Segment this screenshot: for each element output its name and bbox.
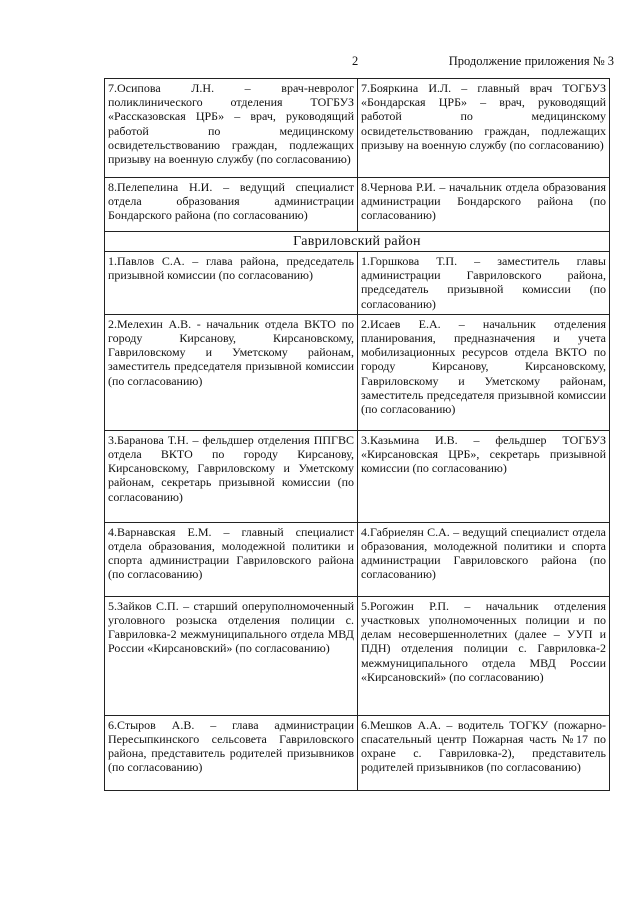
appendix-label: Продолжение приложения № 3 [448,54,614,68]
left-cell: 6.Стыров А.В. – глава администрации Пересыпкинского сельсовета Гавриловского района, представитель родителей призывников (по согласованию) [105,715,358,790]
section-row [105,232,610,252]
left-cell: 1.Павлов С.А. – глава района, председатель призывной комиссии (по согласованию) [105,252,358,315]
table-row [105,430,610,522]
left-cell: 3.Баранова Т.Н. – фельдшер отделения ППГВС отдела ВКТО по городу Кирсанову, Кирсановскому, Гавриловскому и Уметскому районам, секретарь призывной комиссии (по согласованию) [105,430,358,522]
right-cell: 1.Горшкова Т.П. – заместитель главы администрации Гавриловского района, председатель призывной комиссии (по согласованию) [358,252,610,315]
table-row [105,522,610,596]
right-cell: 5.Рогожин Р.П. – начальник отделения участковых уполномоченных полиции и по делам несовершеннолетних (далее – УУП и ПДН) отделения полиции с. Гавриловка-2 межмуниципального отдела МВД России «Кирсановский» (по согласованию) [358,596,610,715]
table-row [105,715,610,790]
right-cell: 3.Казьмина И.В. – фельдшер ТОГБУЗ «Кирсановская ЦРБ», секретарь призывной комиссии (по согласованию) [358,430,610,522]
table-row [105,596,610,715]
section-title: Гавриловский район [105,232,610,252]
left-cell: 5.Зайков С.П. – старший оперуполномоченный уголовного розыска отделения полиции с. Гавриловка-2 межмуниципального отдела МВД России «Кирсановский» (по согласованию) [105,596,358,715]
left-cell: 4.Варнавская Е.М. – главный специалист отдела образования, молодежной политики и спорта администрации Гавриловского района (по согласованию) [105,522,358,596]
table-row [105,178,610,232]
table-row [105,314,610,430]
left-cell: 2.Мелехин А.В. - начальник отдела ВКТО по городу Кирсанову, Кирсановскому, Гавриловскому и Уметскому районам, заместитель председателя призывной комиссии (по согласованию) [105,314,358,430]
table-row [105,79,610,178]
right-cell: 8.Чернова Р.И. – начальник отдела образования администрации Бондарского района (по согласованию) [358,178,610,232]
table-row [105,252,610,315]
page-header [0,54,640,72]
right-cell: 7.Бояркина И.Л. – главный врач ТОГБУЗ «Бондарская ЦРБ» – врач, руководящий работой по медицинскому освидетельствованию граждан, подлежащих призыву на военную службу (по согласованию) [358,79,610,178]
right-cell: 6.Мешков А.А. – водитель ТОГКУ (пожарно-спасательный центр Пожарная часть №17 по охране с. Гавриловка-2), представитель родителей призывников (по согласованию) [358,715,610,790]
right-cell: 4.Габриелян С.А. – ведущий специалист отдела образования, молодежной политики и спорта администрации Гавриловского района (по согласованию) [358,522,610,596]
page-number: 2 [352,54,359,68]
right-cell: 2.Исаев Е.А. – начальник отделения планирования, предназначения и учета мобилизационных ресурсов отдела ВКТО по городу Кирсанову, Кирсановскому, Гавриловскому и Уметскому районам, заместитель председателя призывной комиссии (по согласованию) [358,314,610,430]
left-cell: 8.Пелепелина Н.И. – ведущий специалист отдела образования администрации Бондарского района (по согласованию) [105,178,358,232]
left-cell: 7.Осипова Л.Н. – врач-невролог поликлинического отделения ТОГБУЗ «Рассказовская ЦРБ» – врач, руководящий работой по медицинскому освидетельствованию граждан, подлежащих призыву на военную службу (по согласованию) [105,79,358,178]
commission-table [104,78,610,791]
